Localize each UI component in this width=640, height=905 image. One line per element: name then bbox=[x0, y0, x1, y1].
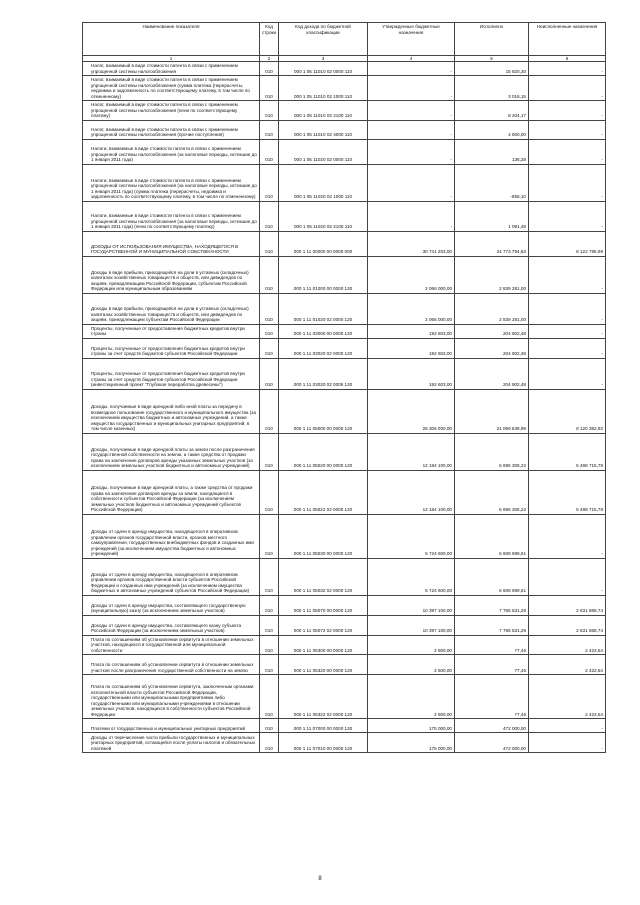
row-remaining: - bbox=[529, 293, 606, 324]
row-executed: 1 091,48 bbox=[455, 201, 529, 231]
row-remaining: 5 488 715,78 bbox=[529, 470, 606, 514]
table-row bbox=[83, 62, 606, 76]
row-line-code: 010 bbox=[260, 719, 279, 733]
row-indicator-name: Налог, взимаемый в виде стоимости патента в связи с применением упрощенной системы налогообложения (прочие поступления) bbox=[83, 120, 260, 139]
row-remaining: - bbox=[529, 76, 606, 101]
row-income-code: 000 1 11 07010 00 0000 120 bbox=[279, 733, 368, 753]
row-remaining: - bbox=[529, 719, 606, 733]
row-line-code: 010 bbox=[260, 164, 279, 201]
row-remaining: 2 631 568,74 bbox=[529, 595, 606, 615]
row-indicator-name: Доходы, получаемые в виде арендной платы за земли после разграничения государственной собственности на землю, а также средства от продажи права на заключение договоров аренды указанных земельных участков (за исключением земельных участков бюджетных и автономных учреждений) bbox=[83, 433, 260, 470]
row-executed: 77,46 bbox=[455, 635, 529, 655]
row-executed: 472 000,00 bbox=[455, 719, 529, 733]
row-line-code: 010 bbox=[260, 733, 279, 753]
table-row bbox=[83, 139, 606, 164]
row-income-code: 000 1 11 05072 02 0000 120 bbox=[279, 615, 368, 635]
row-executed: 472 000,00 bbox=[455, 733, 529, 753]
row-approved: 5 724 600,00 bbox=[368, 558, 455, 595]
table-row bbox=[83, 470, 606, 514]
budget-execution-table bbox=[82, 22, 606, 753]
row-indicator-name: Плата по соглашениям об установлении сервитута, заключенным органами исполнительной власти субъектов Российской Федерации, государственными или муниципальными предприятиями либо государственными или муниципальными учреждениями в отношении земельных участков, находящихся в собственности субъектов Российской Федерации bbox=[83, 675, 260, 719]
row-income-code: 000 1 11 05000 00 0000 120 bbox=[279, 389, 368, 433]
row-executed: 21 069 539,99 bbox=[455, 389, 529, 433]
row-income-code: 000 1 11 07000 00 0000 120 bbox=[279, 719, 368, 733]
row-approved: 5 724 600,00 bbox=[368, 514, 455, 558]
row-approved: 10 397 100,00 bbox=[368, 595, 455, 615]
row-income-code: 000 1 11 05020 00 0000 120 bbox=[279, 433, 368, 470]
row-income-code: 000 1 11 05320 00 0000 120 bbox=[279, 655, 368, 675]
row-income-code: 000 1 05 11010 02 4000 110 bbox=[279, 120, 368, 139]
row-remaining: - bbox=[529, 514, 606, 558]
row-approved: 2 500,00 bbox=[368, 655, 455, 675]
table-header-row bbox=[83, 23, 606, 56]
table-row bbox=[83, 324, 606, 338]
table-row bbox=[83, 635, 606, 655]
row-executed: 6 695 306,22 bbox=[455, 470, 529, 514]
row-executed: 6 608 699,61 bbox=[455, 514, 529, 558]
column-number: 3 bbox=[279, 56, 368, 62]
row-line-code: 010 bbox=[260, 358, 279, 389]
row-remaining: - bbox=[529, 164, 606, 201]
row-income-code: 000 1 11 01020 02 0000 120 bbox=[279, 293, 368, 324]
column-number: 6 bbox=[529, 56, 606, 62]
table-row bbox=[83, 733, 606, 753]
table-row bbox=[83, 389, 606, 433]
row-remaining: - bbox=[529, 62, 606, 76]
row-income-code: 000 1 05 11010 02 0000 110 bbox=[279, 62, 368, 76]
column-number: 1 bbox=[83, 56, 260, 62]
row-income-code: 000 1 11 03000 00 0000 120 bbox=[279, 324, 368, 338]
header-executed: Исполнено bbox=[455, 23, 529, 56]
column-number: 5 bbox=[455, 56, 529, 62]
row-approved: 28 306 000,00 bbox=[368, 389, 455, 433]
row-remaining: 8 122 795,98 bbox=[529, 231, 606, 256]
row-income-code: 000 1 11 03020 02 0005 120 bbox=[279, 358, 368, 389]
table-row bbox=[83, 201, 606, 231]
row-approved: 2 500,00 bbox=[368, 635, 455, 655]
row-approved: 175 000,00 bbox=[368, 719, 455, 733]
row-indicator-name: Доходы от сдачи в аренду имущества, составляющего государственную (муниципальную) казну (за исключением земельных участков) bbox=[83, 595, 260, 615]
row-line-code: 010 bbox=[260, 635, 279, 655]
row-approved: - bbox=[368, 120, 455, 139]
row-income-code: 000 1 11 01000 00 0000 120 bbox=[279, 256, 368, 293]
row-remaining: - bbox=[529, 324, 606, 338]
row-approved: 2 500,00 bbox=[368, 675, 455, 719]
row-line-code: 010 bbox=[260, 675, 279, 719]
row-executed: 2 839 281,00 bbox=[455, 256, 529, 293]
row-indicator-name: Доходы от сдачи в аренду имущества, находящегося в оперативном управлении органов государственной власти, органов местного самоуправления, государственных внебюджетных фондов и созданных ими учреждений (за исключением имущества бюджетных и автономных учреждений) bbox=[83, 514, 260, 558]
row-income-code: 000 1 11 05300 00 0000 120 bbox=[279, 635, 368, 655]
row-indicator-name: Доходы от сдачи в аренду имущества, находящегося в оперативном управлении органов государственной власти субъектов Российской Федерации и созданных ими учреждений (за исключением имущества бюджетных и автономных учреждений субъектов Российской Федерации) bbox=[83, 558, 260, 595]
column-number: 2 bbox=[260, 56, 279, 62]
header-line-code: Код строки bbox=[260, 23, 279, 56]
row-approved: 192 603,00 bbox=[368, 324, 455, 338]
row-executed: 204 902,48 bbox=[455, 324, 529, 338]
row-indicator-name: Проценты, полученные от предоставления бюджетных кредитов внутри страны за счет средств бюджетов субъектов Российской Федерации (инвестиционный проект "Глубокая переработка древесины") bbox=[83, 358, 260, 389]
row-indicator-name: Налог, взимаемый в виде стоимости патента в связи с применением упрощенной системы налогообложения (пени по соответствующему платежу) bbox=[83, 101, 260, 121]
table-row bbox=[83, 558, 606, 595]
row-indicator-name: Доходы в виде прибыли, приходящейся на доли в уставных (складочных) капиталах хозяйственных товариществ и обществ, или дивидендов по акциям, принадлежащим Российской Федерации, субъектам Российской Федерации или муниципальным образованиям bbox=[83, 256, 260, 293]
row-approved: - bbox=[368, 76, 455, 101]
row-line-code: 010 bbox=[260, 615, 279, 635]
row-remaining: 2 422,54 bbox=[529, 675, 606, 719]
row-income-code: 000 1 05 11010 02 2100 110 bbox=[279, 101, 368, 121]
row-line-code: 010 bbox=[260, 201, 279, 231]
row-line-code: 010 bbox=[260, 231, 279, 256]
table-row bbox=[83, 101, 606, 121]
row-line-code: 010 bbox=[260, 120, 279, 139]
row-line-code: 010 bbox=[260, 338, 279, 358]
table-row bbox=[83, 358, 606, 389]
row-indicator-name: Доходы, получаемые в виде арендной платы, а также средства от продажи права на заключение договоров аренды за земли, находящиеся в собственности субъектов Российской Федерации (за исключением земельных участков бюджетных и автономных учреждений субъектов Российской Федерации) bbox=[83, 470, 260, 514]
table-row bbox=[83, 595, 606, 615]
row-approved: - bbox=[368, 101, 455, 121]
row-indicator-name: Платежи от государственных и муниципальных унитарных предприятий bbox=[83, 719, 260, 733]
row-executed: 204 902,48 bbox=[455, 358, 529, 389]
row-line-code: 010 bbox=[260, 558, 279, 595]
header-approved: Утвержденные бюджетные назначения bbox=[368, 23, 455, 56]
row-line-code: 010 bbox=[260, 101, 279, 121]
row-remaining: 5 488 715,78 bbox=[529, 433, 606, 470]
table-row bbox=[83, 293, 606, 324]
report-page bbox=[82, 22, 605, 753]
row-remaining: - bbox=[529, 256, 606, 293]
row-executed: 136,28 bbox=[455, 139, 529, 164]
row-executed: 4 600,00 bbox=[455, 120, 529, 139]
row-income-code: 000 1 11 05030 00 0000 120 bbox=[279, 514, 368, 558]
row-income-code: 000 1 11 03020 02 0000 120 bbox=[279, 338, 368, 358]
row-indicator-name: Плата по соглашениям об установлении сервитута в отношении земельных участков после разграничения государственной собственности на землю bbox=[83, 655, 260, 675]
row-approved: 10 397 100,00 bbox=[368, 615, 455, 635]
row-indicator-name: Доходы, получаемые в виде арендной либо иной платы за передачу в возмездное пользование государственного и муниципального имущества (за исключением имущества бюджетных и автономных учреждений, а также имущества государственных и муниципальных унитарных предприятий, в том числе казенных) bbox=[83, 389, 260, 433]
row-indicator-name: Налоги, взимаемые в виде стоимости патента в связи с применением упрощенной системы налогообложения (за налоговые периоды, истекшие до 1 января 2011 года) bbox=[83, 139, 260, 164]
row-approved: 175 000,00 bbox=[368, 733, 455, 753]
row-line-code: 010 bbox=[260, 76, 279, 101]
row-indicator-name: Плата по соглашениям об установлении сервитута в отношении земельных участков, находящихся в государственной или муниципальной собственности bbox=[83, 635, 260, 655]
row-approved: - bbox=[368, 62, 455, 76]
row-income-code: 000 1 05 11020 02 2100 110 bbox=[279, 201, 368, 231]
column-number: 4 bbox=[368, 56, 455, 62]
row-line-code: 010 bbox=[260, 433, 279, 470]
table-body bbox=[83, 62, 606, 753]
row-remaining: - bbox=[529, 338, 606, 358]
table-row bbox=[83, 338, 606, 358]
table-row bbox=[83, 76, 606, 101]
row-executed: -955,10 bbox=[455, 164, 529, 201]
row-line-code: 010 bbox=[260, 62, 279, 76]
header-indicator-name: Наименование показателя bbox=[83, 23, 260, 56]
row-income-code: 000 1 11 05070 00 0000 120 bbox=[279, 595, 368, 615]
table-row bbox=[83, 433, 606, 470]
row-approved: 12 184 100,00 bbox=[368, 433, 455, 470]
row-remaining: - bbox=[529, 120, 606, 139]
row-remaining: 8 120 382,92 bbox=[529, 389, 606, 433]
row-income-code: 000 1 11 05322 02 0000 120 bbox=[279, 675, 368, 719]
row-indicator-name: Налоги, взимаемые в виде стоимости патента в связи с применением упрощенной системы налогообложения (за налоговые периоды, истекшие до 1 января 2011 года) (сумма платежа (перерасчеты, недоимка и задолженность по соответствующему платежу, в том числе по отмененному) bbox=[83, 164, 260, 201]
row-indicator-name: ДОХОДЫ ОТ ИСПОЛЬЗОВАНИЯ ИМУЩЕСТВА, НАХОДЯЩЕГОСЯ В ГОСУДАРСТВЕННОЙ И МУНИЦИПАЛЬНОЙ СОБСТВЕННОСТИ bbox=[83, 231, 260, 256]
row-approved: - bbox=[368, 139, 455, 164]
row-executed: 77,46 bbox=[455, 675, 529, 719]
row-approved: 2 066 000,00 bbox=[368, 256, 455, 293]
row-executed: 77,46 bbox=[455, 655, 529, 675]
row-line-code: 010 bbox=[260, 139, 279, 164]
row-approved: 30 741 203,00 bbox=[368, 231, 455, 256]
row-executed: 24 773 794,63 bbox=[455, 231, 529, 256]
row-indicator-name: Доходы от сдачи в аренду имущества, составляющего казну субъекта Российской Федерации (за исключением земельных участков) bbox=[83, 615, 260, 635]
row-approved: 192 603,00 bbox=[368, 358, 455, 389]
table-row bbox=[83, 164, 606, 201]
table-row bbox=[83, 120, 606, 139]
row-indicator-name: Налог, взимаемый в виде стоимости патента в связи с применением упрощенной системы налогообложения (сумма платежа (перерасчеты, недоимка и задолженность по соответствующему платежу, в том числе по отмененному) bbox=[83, 76, 260, 101]
row-income-code: 000 1 11 05022 02 0000 120 bbox=[279, 470, 368, 514]
row-income-code: 000 1 05 11020 02 0000 110 bbox=[279, 139, 368, 164]
row-executed: 7 765 531,26 bbox=[455, 615, 529, 635]
table-row bbox=[83, 256, 606, 293]
page-number: 8 bbox=[318, 876, 322, 882]
table-row bbox=[83, 615, 606, 635]
row-income-code: 000 1 11 00000 00 0000 000 bbox=[279, 231, 368, 256]
row-executed: 7 765 531,26 bbox=[455, 595, 529, 615]
row-executed: 6 608 699,61 bbox=[455, 558, 529, 595]
row-remaining: - bbox=[529, 139, 606, 164]
row-approved: 2 066 000,00 bbox=[368, 293, 455, 324]
row-remaining: - bbox=[529, 733, 606, 753]
row-indicator-name: Налоги, взимаемые в виде стоимости патента в связи с применением упрощенной системы налогообложения (за налоговые периоды, истекшие до 1 января 2011 года) (пени по соответствующему платежу) bbox=[83, 201, 260, 231]
row-approved: 12 184 100,00 bbox=[368, 470, 455, 514]
row-line-code: 010 bbox=[260, 514, 279, 558]
table-row bbox=[83, 719, 606, 733]
row-indicator-name: Проценты, полученные от предоставления бюджетных кредитов внутри страны bbox=[83, 324, 260, 338]
row-indicator-name: Налог, взимаемый в виде стоимости патента в связи с применением упрощенной системы налогообложения bbox=[83, 62, 260, 76]
row-approved: - bbox=[368, 201, 455, 231]
row-line-code: 010 bbox=[260, 324, 279, 338]
row-income-code: 000 1 05 11020 02 1000 110 bbox=[279, 164, 368, 201]
row-line-code: 010 bbox=[260, 470, 279, 514]
row-remaining: - bbox=[529, 201, 606, 231]
row-income-code: 000 1 05 11010 02 1000 110 bbox=[279, 76, 368, 101]
row-approved: 192 603,00 bbox=[368, 338, 455, 358]
row-executed: 6 695 306,22 bbox=[455, 433, 529, 470]
table-row bbox=[83, 655, 606, 675]
row-remaining: - bbox=[529, 101, 606, 121]
row-executed: 3 016,15 bbox=[455, 76, 529, 101]
row-income-code: 000 1 11 05032 02 0000 120 bbox=[279, 558, 368, 595]
row-executed: 2 839 281,00 bbox=[455, 293, 529, 324]
header-remaining: Неисполненные назначения bbox=[529, 23, 606, 56]
table-row bbox=[83, 514, 606, 558]
row-executed: 204 902,48 bbox=[455, 338, 529, 358]
row-indicator-name: Проценты, полученные от предоставления бюджетных кредитов внутри страны за счет средств бюджетов субъектов Российской Федерации bbox=[83, 338, 260, 358]
row-executed: 8 204,17 bbox=[455, 101, 529, 121]
row-line-code: 010 bbox=[260, 595, 279, 615]
row-remaining: - bbox=[529, 558, 606, 595]
row-line-code: 010 bbox=[260, 389, 279, 433]
row-indicator-name: Доходы от перечисления части прибыли государственных и муниципальных унитарных предприятий, остающейся после уплаты налогов и обязательных платежей bbox=[83, 733, 260, 753]
row-remaining: 2 422,54 bbox=[529, 635, 606, 655]
row-indicator-name: Доходы в виде прибыли, приходящейся на доли в уставных (складочных) капиталах хозяйственных товариществ и обществ, или дивидендов по акциям, принадлежащим субъектам Российской Федерации bbox=[83, 293, 260, 324]
row-remaining: 2 631 568,74 bbox=[529, 615, 606, 635]
row-line-code: 010 bbox=[260, 293, 279, 324]
row-approved: - bbox=[368, 164, 455, 201]
row-line-code: 010 bbox=[260, 655, 279, 675]
row-remaining: - bbox=[529, 358, 606, 389]
table-row bbox=[83, 231, 606, 256]
header-income-code: Код дохода по бюджетной классификации bbox=[279, 23, 368, 56]
row-executed: 15 820,30 bbox=[455, 62, 529, 76]
row-remaining: 2 422,54 bbox=[529, 655, 606, 675]
table-row bbox=[83, 675, 606, 719]
row-line-code: 010 bbox=[260, 256, 279, 293]
